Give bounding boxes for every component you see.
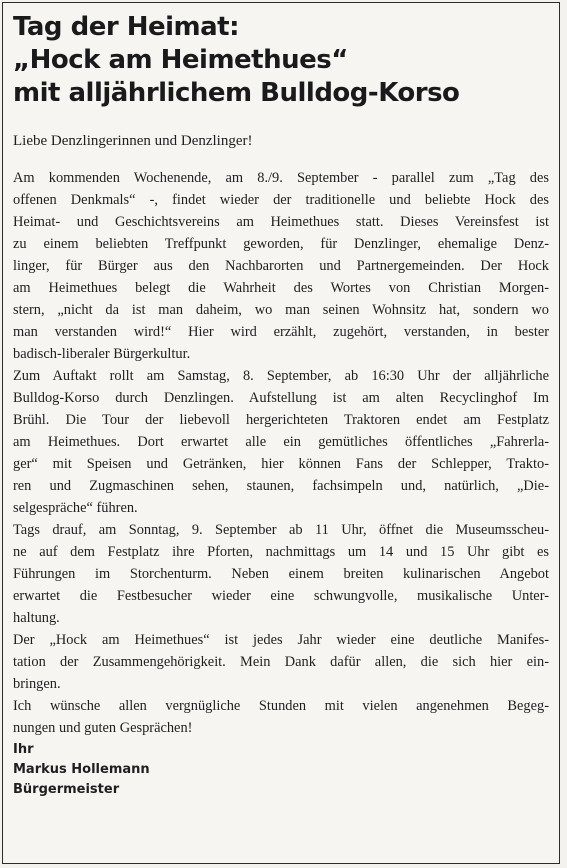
text-line: erwartet die Festbesucher wieder eine schwungvolle, musikalische Unter-: [13, 588, 549, 604]
text-line: tation der Zusammengehörigkeit. Mein Dank dafür allen, die sich hier ein-: [13, 654, 549, 670]
text-line: man verstanden wird!“ Hier wird erzählt, zugehört, verstanden, in bester: [13, 324, 549, 340]
article-box: [2, 2, 560, 864]
text-line: Bulldog-Korso durch Denzlingen. Aufstellung ist am alten Recyclinghof Im: [13, 390, 549, 406]
signature-closing: Ihr: [13, 742, 34, 757]
text-line: ger“ mit Speisen und Getränken, hier können Fans der Schlepper, Trakto-: [13, 456, 549, 472]
text-line: Heimat- und Geschichtsvereins am Heimethues statt. Dieses Vereinsfest ist: [13, 214, 549, 230]
text-line: am Heimethues. Dort erwartet alle ein gemütliches öffentliches „Fahrerla-: [13, 434, 549, 450]
text-line: ren und Zugmaschinen sehen, staunen, fachsimpeln und, natürlich, „Die-: [13, 478, 549, 494]
text-line: Führungen im Storchenturm. Neben einem breiten kulinarischen Angebot: [13, 566, 549, 582]
text-line: ne auf dem Festplatz ihre Pforten, nachmittags um 14 und 15 Uhr gibt es: [13, 544, 549, 560]
article-paragraph: [13, 519, 549, 629]
text-line: Am kommenden Wochenende, am 8./9. September - parallel zum „Tag des: [13, 170, 549, 186]
article-paragraph: [13, 629, 549, 695]
text-line: Zum Auftakt rollt am Samstag, 8. September, ab 16:30 Uhr der alljährliche: [13, 368, 549, 384]
text-line: linger, für Bürger aus den Nachbarorten und Partnergemeinden. Der Hock: [13, 258, 549, 274]
article-paragraph: [13, 365, 549, 519]
headline-line: „Hock am Heimethues“: [13, 45, 348, 75]
signature-name: Markus Hollemann: [13, 762, 150, 777]
article-signature: [13, 740, 549, 800]
headline-line: Tag der Heimat:: [13, 12, 239, 42]
text-line: Der „Hock am Heimethues“ ist jedes Jahr wieder eine deutliche Manifes-: [13, 632, 549, 648]
text-line: Ich wünsche allen vergnügliche Stunden mit vielen angenehmen Begeg-: [13, 698, 549, 714]
text-line: stern, „nicht da ist man daheim, wo man seinen Wohnsitz hat, sondern wo: [13, 302, 549, 318]
article-greeting: Liebe Denzlingerinnen und Denzlinger!: [13, 133, 253, 149]
text-line: offenen Denkmals“ -, findet wieder der traditionelle und beliebte Hock des: [13, 192, 549, 208]
text-line: Brühl. Die Tour der liebevoll hergerichteten Traktoren endet am Festplatz: [13, 412, 549, 428]
text-line: Tags drauf, am Sonntag, 9. September ab 11 Uhr, öffnet die Museumsscheu-: [13, 522, 549, 538]
text-line: badisch-liberaler Bürgerkultur.: [13, 346, 191, 362]
text-line: nungen und guten Gesprächen!: [13, 720, 193, 736]
text-line: zu einem beliebten Treffpunkt geworden, für Denzlinger, ehemalige Denz-: [13, 236, 549, 252]
headline-line: mit alljährlichem Bulldog-Korso: [13, 78, 460, 108]
article-headline: [13, 11, 549, 110]
article-paragraph: [13, 167, 549, 365]
article-paragraph: [13, 695, 549, 739]
text-line: am Heimethues belegt die Wahrheit des Wortes von Christian Morgen-: [13, 280, 549, 296]
text-line: selgespräche“ führen.: [13, 500, 138, 516]
signature-title: Bürgermeister: [13, 782, 120, 797]
text-line: bringen.: [13, 676, 61, 692]
text-line: haltung.: [13, 610, 60, 626]
